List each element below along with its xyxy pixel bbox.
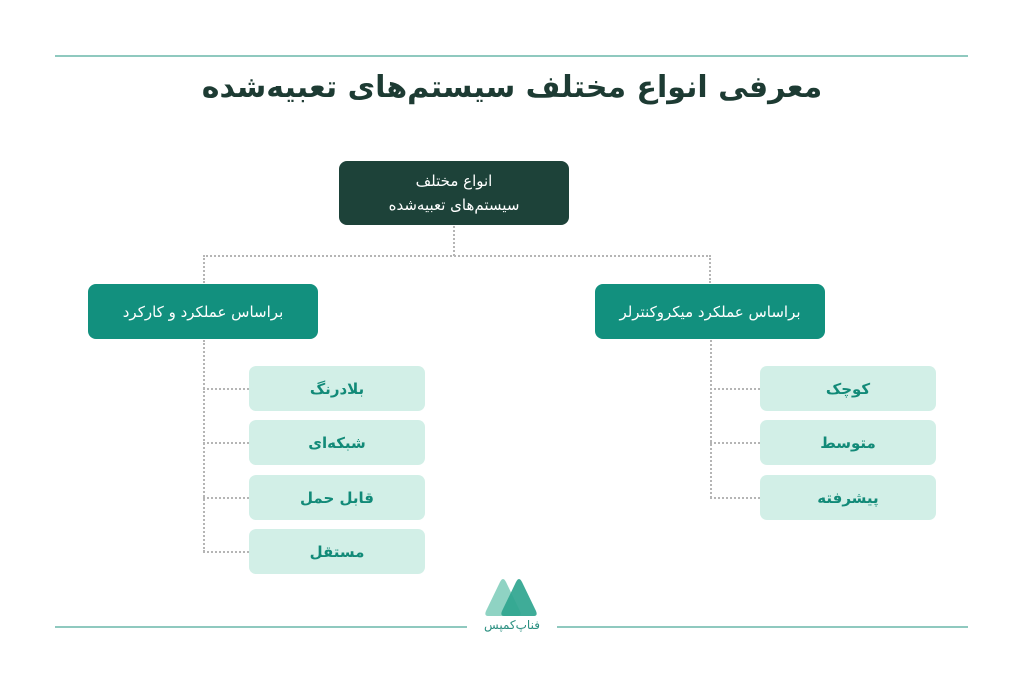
category-node-microcontroller: براساس عملکرد میکروکنترلر (595, 284, 825, 339)
connector-left-trunk (203, 340, 205, 552)
brand-name: فناپ‌کمپس (484, 618, 540, 632)
leaf-node-advanced: پیشرفته (760, 475, 936, 520)
bottom-divider-right (557, 626, 968, 628)
top-divider (55, 55, 968, 57)
leaf-node-portable: قابل حمل (249, 475, 425, 520)
connector-right-item-1 (710, 388, 760, 390)
root-node-line-2: سیستم‌های تعبیه‌شده (388, 196, 520, 214)
connector-left-drop (203, 255, 205, 283)
connector-left-item-2 (203, 442, 249, 444)
page-title: معرفی انواع مختلف سیستم‌های تعبیه‌شده (201, 70, 823, 105)
connector-left-item-4 (203, 551, 249, 553)
connector-right-trunk (710, 340, 712, 498)
connector-root-down (453, 226, 455, 256)
leaf-node-standalone: مستقل (249, 529, 425, 574)
connector-left-item-3 (203, 497, 249, 499)
connector-right-item-2 (710, 442, 760, 444)
root-node (339, 161, 569, 225)
connector-right-drop (709, 255, 711, 283)
leaf-node-medium: متوسط (760, 420, 936, 465)
root-node-line-1: انواع مختلف (415, 172, 493, 190)
category-node-function: براساس عملکرد و کارکرد (88, 284, 318, 339)
leaf-node-small: کوچک (760, 366, 936, 411)
leaf-node-realtime: بلادرنگ (249, 366, 425, 411)
connector-left-item-1 (203, 388, 249, 390)
connector-horizontal-main (203, 255, 711, 257)
brand-logo-icon (484, 576, 540, 618)
connector-right-item-3 (710, 497, 760, 499)
bottom-divider-left (55, 626, 467, 628)
leaf-node-networked: شبکه‌ای (249, 420, 425, 465)
